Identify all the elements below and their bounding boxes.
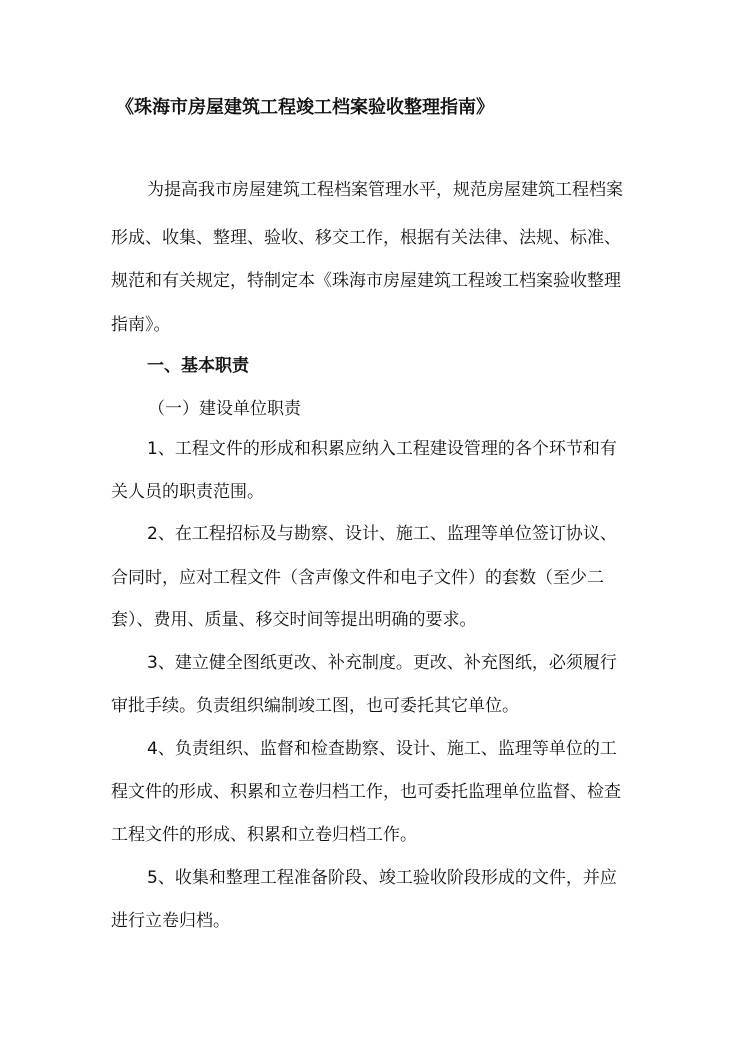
intro-line: 为提高我市房屋建筑工程档案管理水平，规范房屋建筑工程档案 xyxy=(147,180,623,200)
intro-line: 规范和有关规定，特制定本《珠海市房屋建筑工程竣工档案验收整理 xyxy=(111,271,621,291)
intro-line: 指南》。 xyxy=(111,315,171,335)
list-item-line: 进行立卷归档。 xyxy=(111,911,230,931)
list-item-line: 2、在工程招标及与勘察、设计、施工、监理等单位签订协议、 xyxy=(147,524,617,544)
document-title: 《珠海市房屋建筑工程竣工档案验收整理指南》 xyxy=(116,97,494,118)
section-heading: 一、基本职责 xyxy=(147,356,249,376)
list-item-line: 5、收集和整理工程准备阶段、竣工验收阶段形成的文件，并应 xyxy=(147,868,617,888)
list-item-line: 合同时，应对工程文件（含声像文件和电子文件）的套数（至少二 xyxy=(111,568,604,588)
list-item-line: 4、负责组织、监督和检查勘察、设计、施工、监理等单位的工 xyxy=(147,739,617,759)
list-item-line: 审批手续。负责组织编制竣工图，也可委托其它单位。 xyxy=(111,696,519,716)
subsection-heading: （一）建设单位职责 xyxy=(148,399,301,419)
list-item-line: 3、建立健全图纸更改、补充制度。更改、补充图纸，必须履行 xyxy=(147,653,617,673)
list-item-line: 1、工程文件的形成和积累应纳入工程建设管理的各个环节和有 xyxy=(147,439,617,459)
list-item-line: 程文件的形成、积累和立卷归档工作，也可委托监理单位监督、检查 xyxy=(111,782,621,802)
intro-line: 形成、收集、整理、验收、移交工作，根据有关法律、法规、标准、 xyxy=(111,228,621,248)
list-item-line: 套）、费用、质量、移交时间等提出明确的要求。 xyxy=(111,610,477,630)
list-item-line: 关人员的职责范围。 xyxy=(111,482,264,502)
list-item-line: 工程文件的形成、积累和立卷归档工作。 xyxy=(111,825,417,845)
